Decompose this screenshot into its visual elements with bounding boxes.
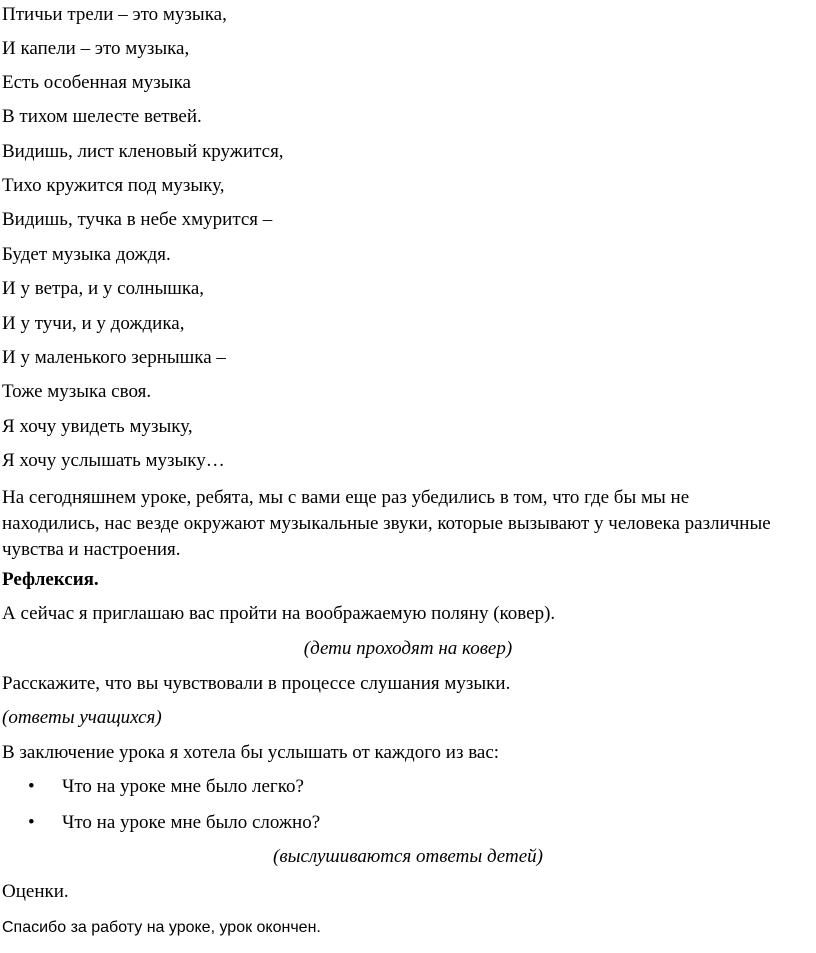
- ask-text: Расскажите, что вы чувствовали в процессе слушания музыки.: [2, 673, 511, 694]
- poem-line: Видишь, тучка в небе хмурится –: [2, 209, 273, 230]
- poem-line: Птичьи трели – это музыка,: [2, 4, 227, 25]
- list-item-text: Что на уроке мне было сложно?: [62, 812, 321, 833]
- list-item-text: Что на уроке мне было легко?: [62, 776, 304, 797]
- poem-line: Я хочу увидеть музыку,: [2, 416, 193, 437]
- poem-line: Видишь, лист кленовый кружится,: [2, 141, 284, 162]
- poem-line: Есть особенная музыка: [2, 72, 191, 93]
- poem-line: И капели – это музыка,: [2, 38, 190, 59]
- bullet-icon: •: [28, 812, 35, 833]
- poem-line: И у маленького зернышка –: [2, 347, 226, 368]
- note-listening: (выслушиваются ответы детей): [273, 846, 543, 867]
- poem-line: Тихо кружится под музыку,: [2, 175, 225, 196]
- note-children-walk: (дети проходят на ковер): [303, 638, 513, 659]
- reflection-heading: Рефлексия.: [2, 569, 99, 590]
- poem-line: Будет музыка дождя.: [2, 244, 171, 265]
- bullet-icon: •: [28, 776, 35, 797]
- note-students-answer: (ответы учащихся): [2, 707, 162, 728]
- final-text: Спасибо за работу на уроке, урок окончен.: [2, 919, 321, 936]
- conclusion-paragraph: На сегодняшнем уроке, ребята, мы с вами еще раз убедились в том, что где бы мы не находились, нас везде окружают музыкальные звуки, которые вызывают у человека различные чувства и настроения.: [2, 487, 771, 560]
- list-item: [28, 812, 320, 834]
- poem-line: В тихом шелесте ветвей.: [2, 106, 202, 127]
- list-item: [28, 776, 304, 798]
- poem-line: Я хочу услышать музыку…: [2, 450, 225, 471]
- closing-intro: В заключение урока я хотела бы услышать от каждого из вас:: [2, 742, 500, 763]
- poem-line: И у тучи, и у дождика,: [2, 313, 185, 334]
- poem-line: Тоже музыка своя.: [2, 381, 152, 402]
- invite-text: А сейчас я приглашаю вас пройти на воображаемую поляну (ковер).: [2, 603, 556, 624]
- grades-text: Оценки.: [2, 881, 69, 902]
- poem-line: И у ветра, и у солнышка,: [2, 278, 205, 299]
